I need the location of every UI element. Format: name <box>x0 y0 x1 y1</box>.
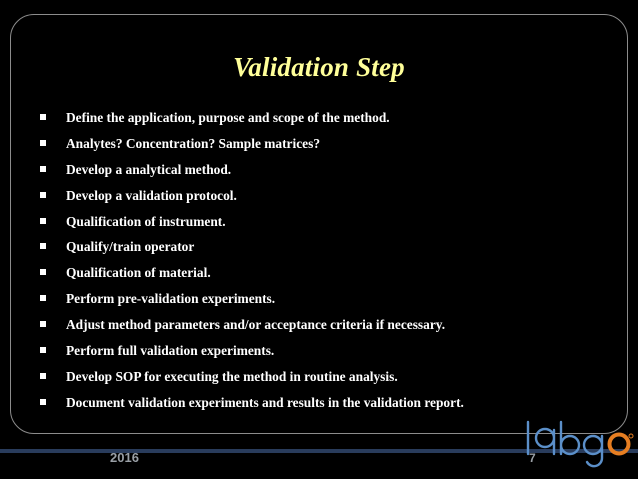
square-bullet-icon <box>40 140 46 146</box>
square-bullet-icon <box>40 321 46 327</box>
square-bullet-icon <box>40 243 46 249</box>
bullet-text: Document validation experiments and results in the validation report. <box>66 394 464 410</box>
page-number: 7 <box>529 451 536 465</box>
bullet-text: Define the application, purpose and scope of the method. <box>66 110 390 125</box>
bullet-text: Qualification of material. <box>66 265 211 281</box>
bullet-text: Develop SOP for executing the method in routine analysis. <box>66 368 398 384</box>
bullet-text: Perform full validation experiments. <box>66 343 275 359</box>
square-bullet-icon <box>40 373 46 379</box>
bullet-text: Qualify/train operator <box>66 239 195 255</box>
bullet-text: Qualification of instrument. <box>66 213 226 229</box>
slide-title: Validation Step <box>233 52 405 82</box>
square-bullet-icon <box>40 399 46 405</box>
bullet-text: Analytes? Concentration? Sample matrices? <box>66 135 321 151</box>
bullet-text: Develop a analytical method. <box>66 161 232 177</box>
square-bullet-icon <box>40 166 46 172</box>
square-bullet-icon <box>40 192 46 198</box>
square-bullet-icon <box>40 295 46 301</box>
bullet-text: Perform pre-validation experiments. <box>66 291 276 307</box>
bullet-text: Develop a validation protocol. <box>66 187 237 203</box>
bullet-text: Adjust method parameters and/or acceptance criteria if necessary. <box>66 317 446 333</box>
footer-year: 2016 <box>110 450 139 465</box>
square-bullet-icon <box>40 347 46 353</box>
square-bullet-icon <box>40 269 46 275</box>
square-bullet-icon <box>40 114 46 120</box>
square-bullet-icon <box>40 218 46 224</box>
labgo-logo <box>522 414 636 472</box>
